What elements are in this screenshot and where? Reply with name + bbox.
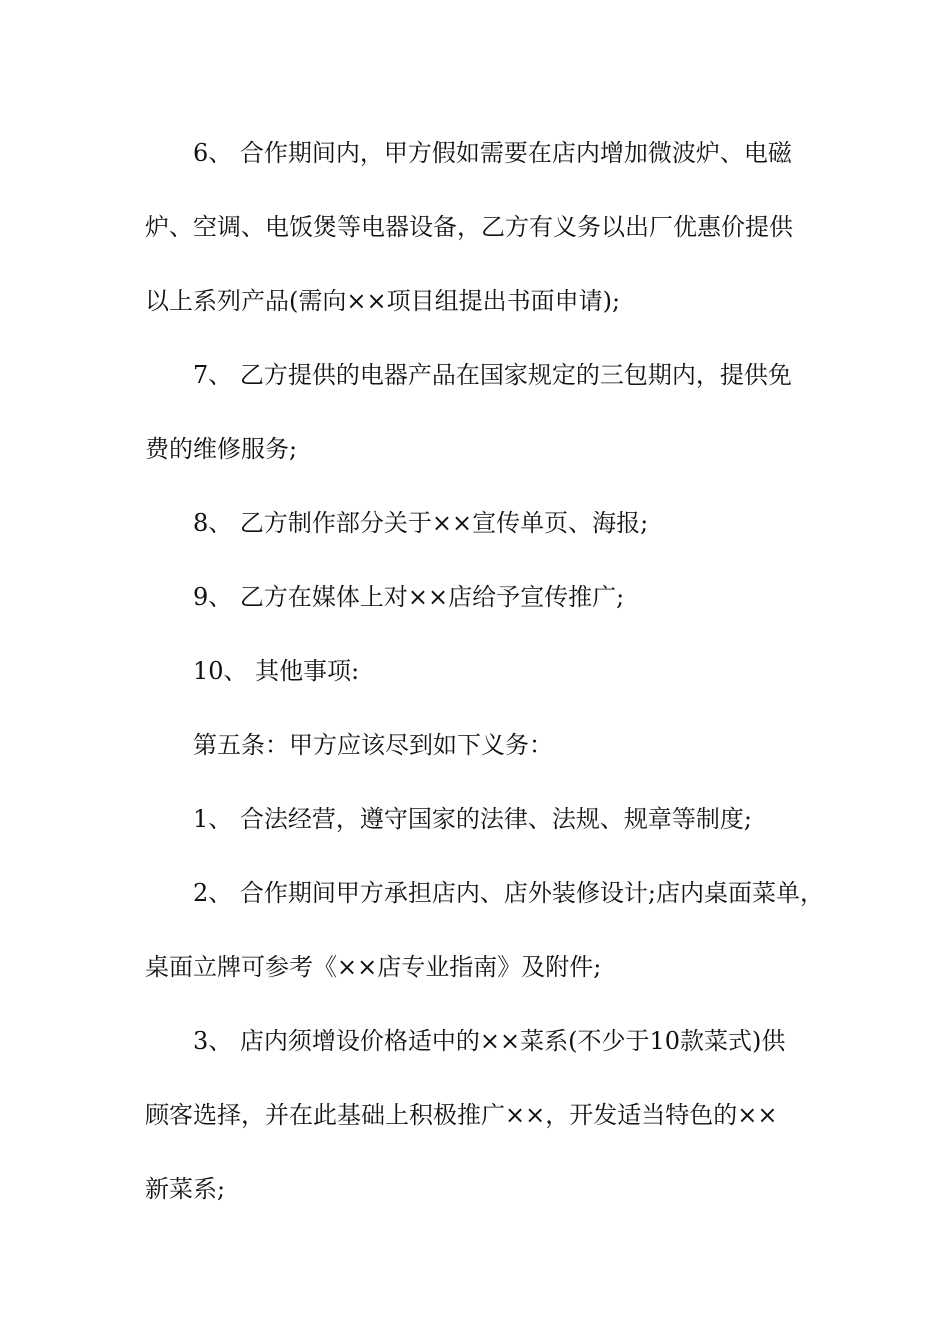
obligation-3-line-3: 新菜系; [145, 1175, 226, 1203]
article-5-heading: 第五条：甲方应该尽到如下义务： [193, 731, 553, 759]
clause-6-line-2: 炉、空调、电饭煲等电器设备，乙方有义务以出厂优惠价提供 [145, 213, 793, 241]
clause-6-line-3: 以上系列产品(需向××项目组提出书面申请); [145, 287, 621, 315]
clause-6-line-1: 6、 合作期间内，甲方假如需要在店内增加微波炉、电磁 [193, 139, 792, 167]
obligation-3-line-1: 3、 店内须增设价格适中的××菜系(不少于10款菜式)供 [193, 1027, 786, 1055]
obligation-2-line-2: 桌面立牌可参考《××店专业指南》及附件; [145, 953, 602, 981]
clause-8-line: 8、 乙方制作部分关于××宣传单页、海报; [193, 509, 649, 537]
obligation-3-line-2: 顾客选择，并在此基础上积极推广××，开发适当特色的×× [145, 1101, 778, 1129]
clause-7-line-1: 7、 乙方提供的电器产品在国家规定的三包期内，提供免 [193, 361, 792, 389]
obligation-1-line: 1、 合法经营，遵守国家的法律、法规、规章等制度; [193, 805, 752, 833]
obligation-2-line-1: 2、 合作期间甲方承担店内、店外装修设计;店内桌面菜单， [193, 879, 824, 907]
clause-7-line-2: 费的维修服务; [145, 435, 298, 463]
clause-9-line: 9、 乙方在媒体上对××店给予宣传推广; [193, 583, 625, 611]
clause-10-line: 10、 其他事项: [193, 657, 360, 685]
